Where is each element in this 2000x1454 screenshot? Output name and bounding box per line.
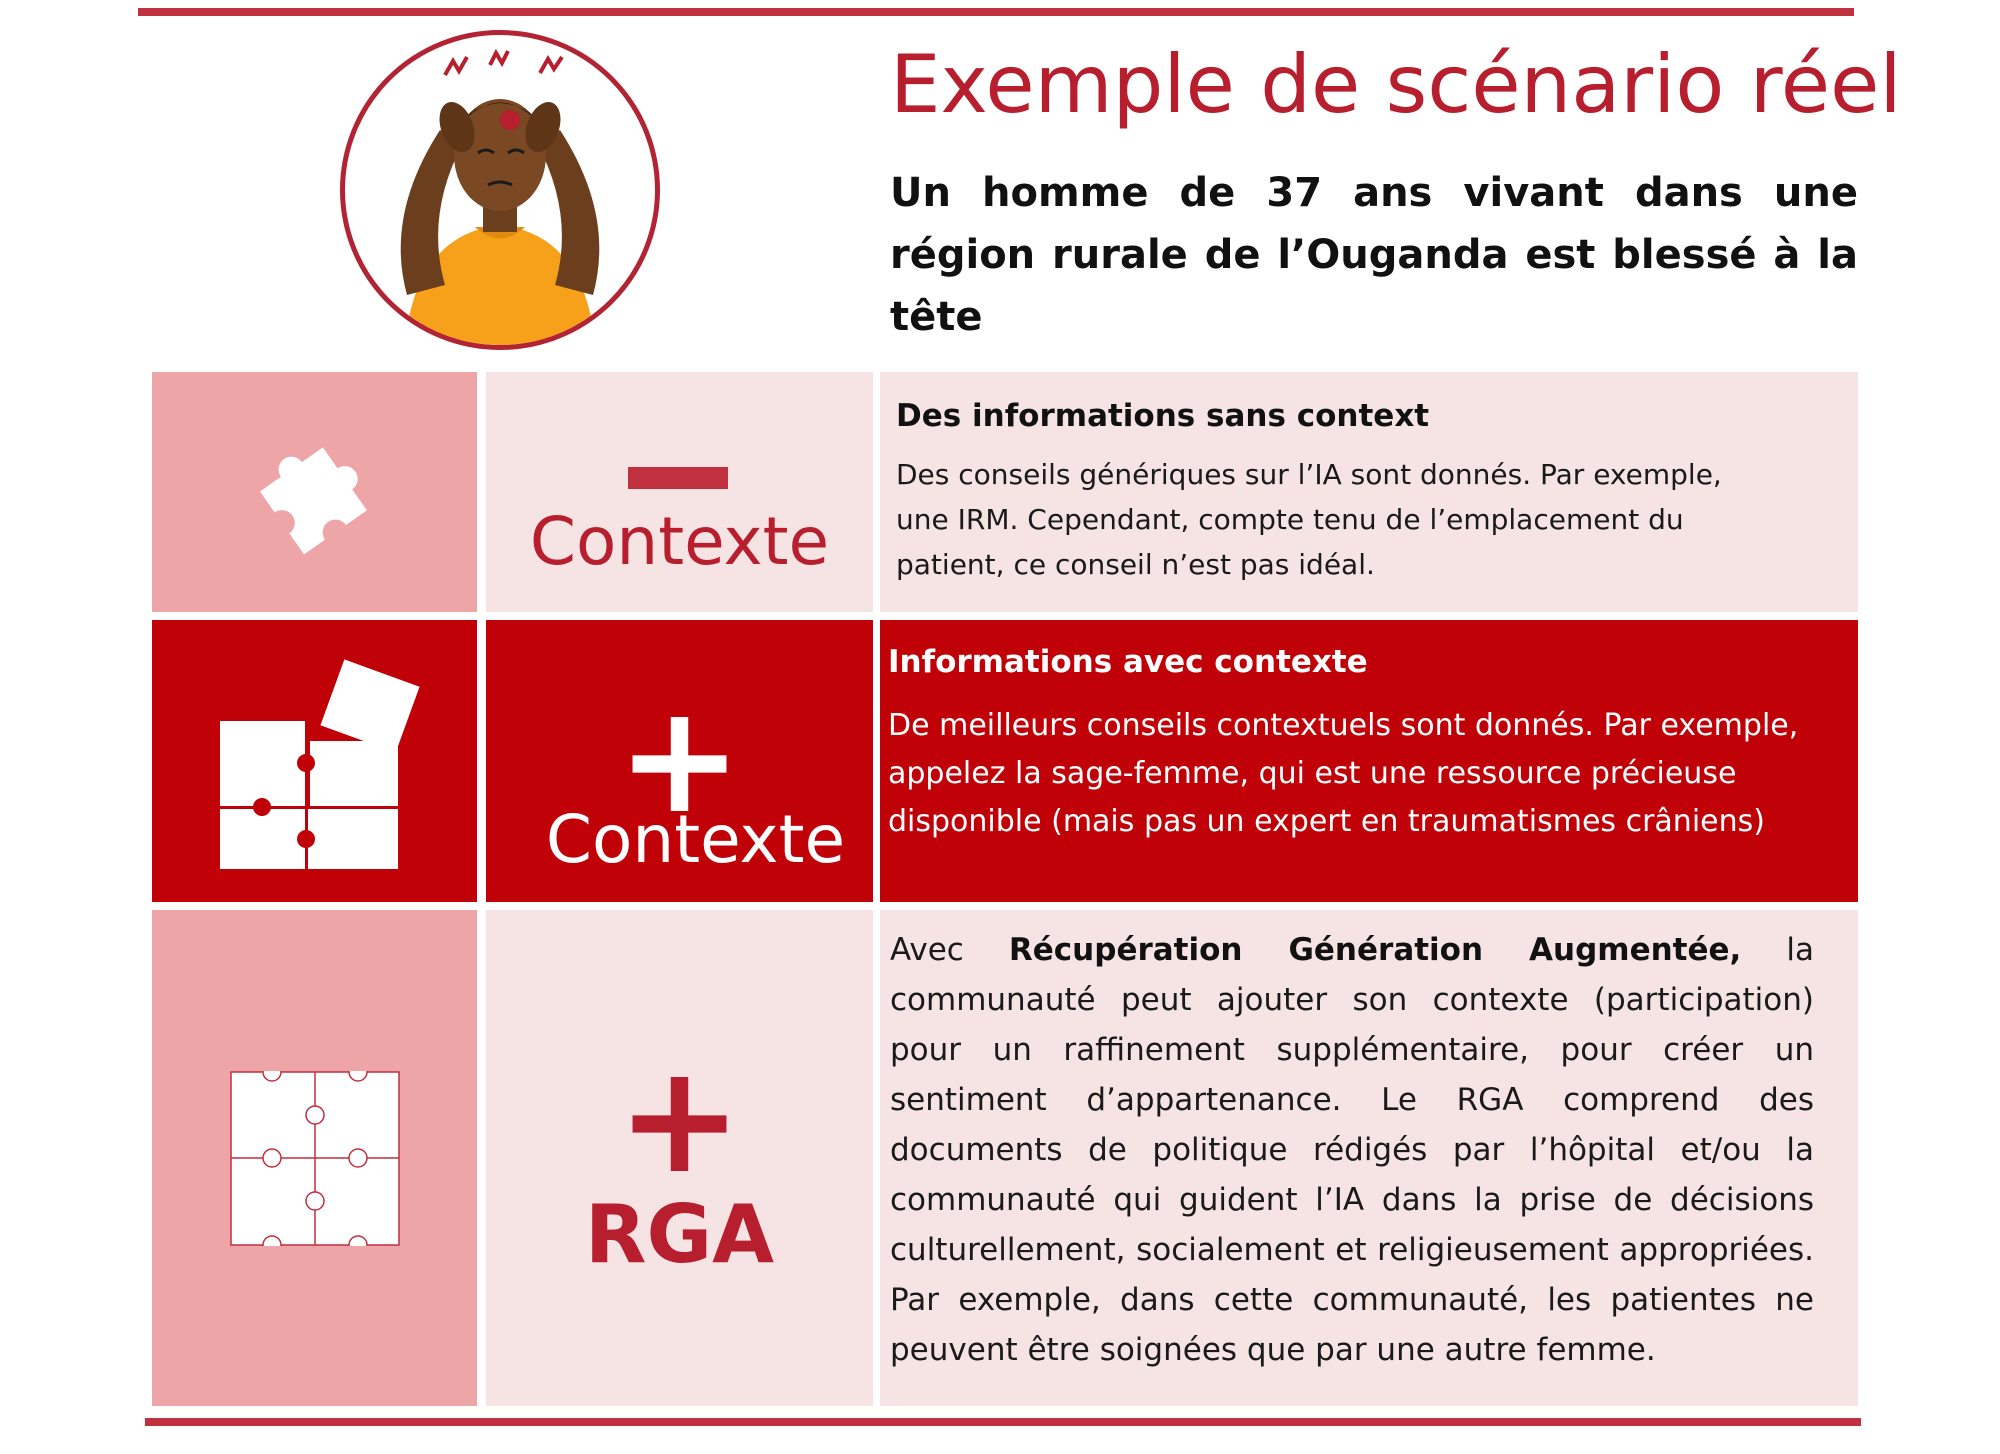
completed-puzzle-icon	[230, 1071, 400, 1246]
scenario-subtitle: Un homme de 37 ans vivant dans une région rurale de l’Ouganda est blessé à la tête	[890, 170, 1858, 340]
row2-heading: Informations avec contexte	[888, 644, 1368, 680]
row1-heading: Des informations sans context	[896, 398, 1430, 434]
rga-label: RGA	[584, 1188, 775, 1281]
top-divider	[138, 8, 1854, 16]
minus-sign	[628, 467, 728, 489]
headache-person-icon	[345, 35, 655, 345]
page-title: Exemple de scénario réel	[890, 38, 1902, 131]
row2-icon-cell	[152, 620, 477, 902]
row1-description-cell	[880, 372, 1858, 612]
row1-icon-cell	[152, 372, 477, 612]
row1-sign-cell	[486, 372, 873, 612]
plus-sign: +	[616, 673, 743, 847]
row2-description-cell	[880, 620, 1858, 902]
row3-icon-cell	[152, 910, 477, 1406]
row3-sign-cell	[486, 910, 873, 1406]
context-label: Contexte	[529, 503, 830, 580]
single-puzzle-piece-icon	[235, 412, 395, 572]
headache-person-illustration	[340, 30, 660, 350]
row3-text-bold: Récupération Génération Augmentée,	[1008, 932, 1742, 968]
row1-text: Des conseils génériques sur l’IA sont donnés. Par exemple, une IRM. Cependant, compte tenu de l’emplacement du patient, ce conseil n’est pas idéal.	[896, 458, 1722, 581]
row3-text	[890, 925, 1814, 1375]
plus-sign: +	[616, 1033, 743, 1207]
context-label: Contexte	[545, 801, 846, 878]
row3-text-prefix: Avec	[890, 932, 1009, 968]
assembling-puzzle-icon	[200, 651, 430, 871]
bottom-divider	[145, 1418, 1861, 1426]
row3-text-rest: la communauté peut ajouter son contexte (participation) pour un raffinement supplémentaire, pour créer un sentiment d’appartenance. Le RGA comprend des documents de politique rédigés par l’hôpital et/ou la communauté qui guident l’IA dans la prise de décisions culturellement, socialement et religieusement appropriées. Par exemple, dans cette communauté, les patientes ne peuvent être soignées que par une autre femme.	[890, 932, 1814, 1368]
row2-sign-cell	[486, 620, 873, 902]
row2-text: De meilleurs conseils contextuels sont donnés. Par exemple, appelez la sage-femme, qui est une ressource précieuse disponible (mais pas un expert en traumatismes crâniens)	[888, 708, 1799, 839]
row3-description-cell	[880, 910, 1858, 1406]
